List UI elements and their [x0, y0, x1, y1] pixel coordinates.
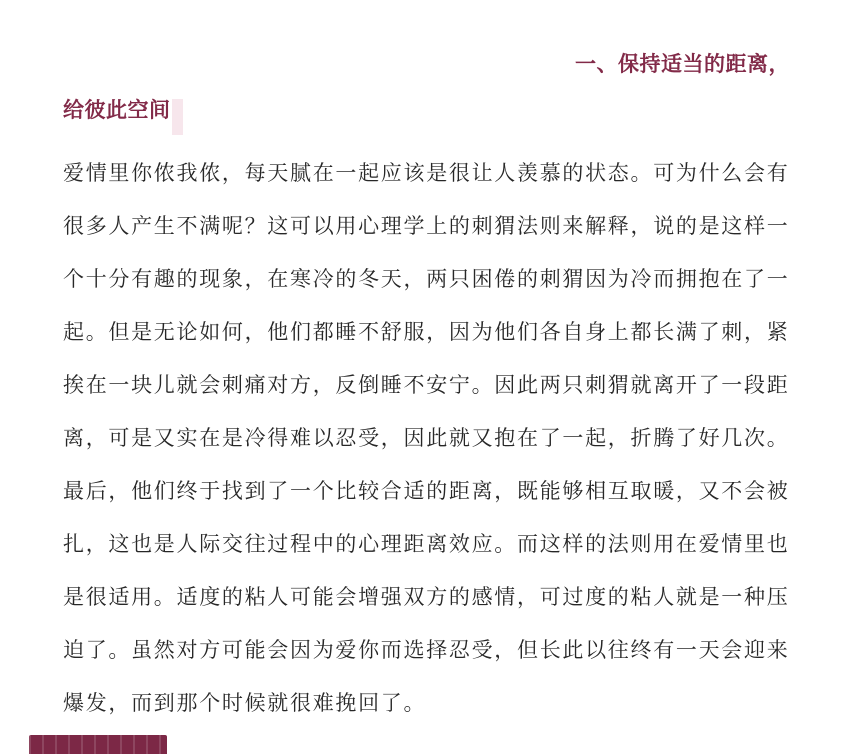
- pink-highlight-fragment: [172, 99, 183, 135]
- paragraph-line: 爱情里你侬我侬，每天腻在一起应该是很让人羡慕的状态。可为什么会有: [63, 162, 790, 185]
- paragraph-line: 迫了。虽然对方可能会因为爱你而选择忍受，但长此以往终有一天会迎来: [63, 639, 790, 662]
- paragraph-line: 最后，他们终于找到了一个比较合适的距离，既能够相互取暖，又不会被: [63, 480, 790, 503]
- paragraph-line: 是很适用。适度的粘人可能会增强双方的感情，可过度的粘人就是一种压: [63, 586, 790, 609]
- section-heading-line-2: 给彼此空间: [63, 99, 171, 122]
- paragraph-line: 离，可是又实在是冷得难以忍受，因此就又抱在了一起，折腾了好几次。: [63, 427, 790, 450]
- paragraph-line: 爆发，而到那个时候就很难挽回了。: [63, 692, 427, 715]
- paragraph-line: 很多人产生不满呢？这可以用心理学上的刺猬法则来解释，说的是这样一: [63, 215, 790, 238]
- paragraph-line: 扎，这也是人际交往过程中的心理距离效应。而这样的法则用在爱情里也: [63, 533, 790, 556]
- body-paragraph: [63, 147, 795, 730]
- paragraph-line: 挨在一块儿就会刺痛对方，反倒睡不安宁。因此两只刺猬就离开了一段距: [63, 374, 790, 397]
- truncated-highlight-block: [29, 735, 167, 754]
- paragraph-line: 起。但是无论如何，他们都睡不舒服，因为他们各自身上都长满了刺，紧: [63, 321, 790, 344]
- paragraph-line: 个十分有趣的现象，在寒冷的冬天，两只困倦的刺猬因为冷而拥抱在了一: [63, 268, 790, 291]
- section-heading-line-1: 一、保持适当的距离，: [575, 53, 790, 76]
